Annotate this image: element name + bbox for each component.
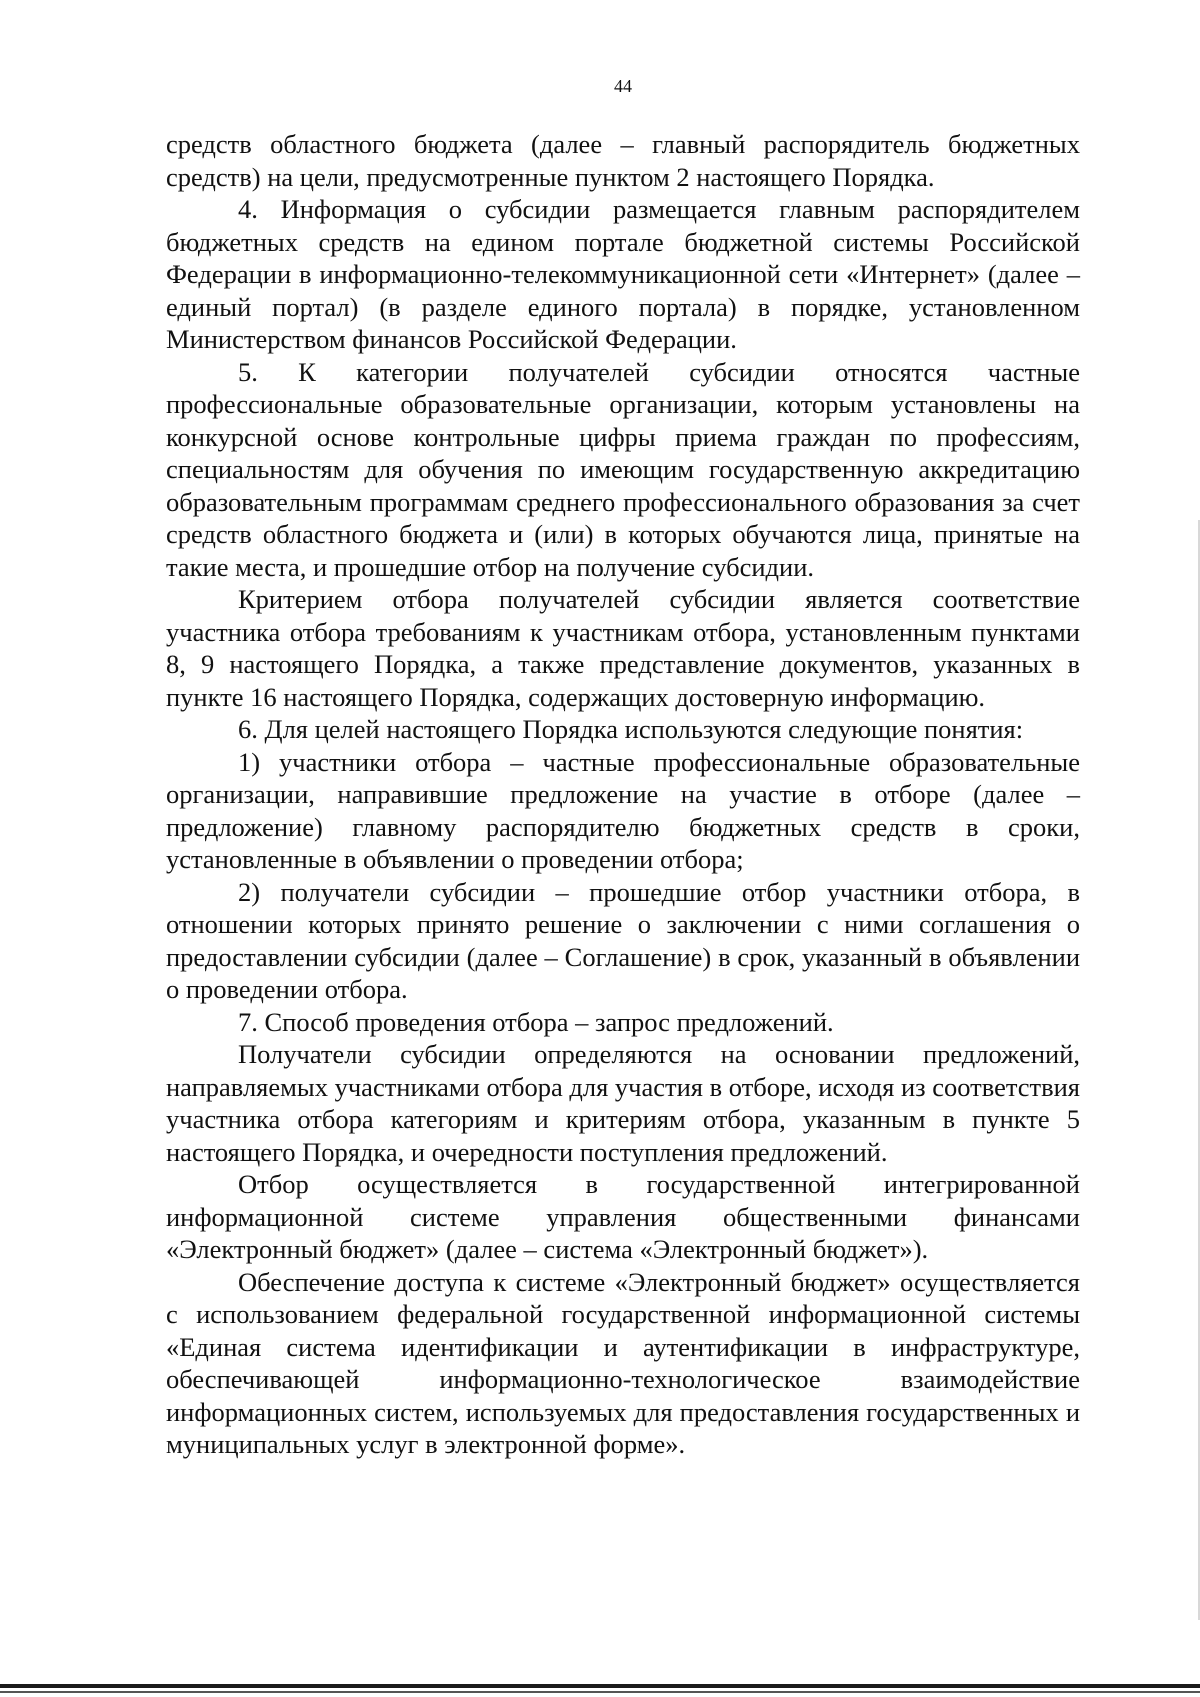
scan-bottom-border-thin bbox=[0, 1691, 1200, 1693]
paragraph-recipients-determination: Получатели субсидии определяются на основании предложений, направляемых участниками отбора для участия в отборе, исходя из соответствия участника отбора категориям и критериям отбора, указанным в пункте 5 настоящего Порядка, и очередности поступления предложений. bbox=[166, 1039, 1080, 1167]
paragraph-selection-system: Отбор осуществляется в государственной интегрированной информационной системе управления общественными финансами «Электронный бюджет» (далее – система «Электронный бюджет»). bbox=[166, 1169, 1080, 1264]
paragraph-item-6: 6. Для целей настоящего Порядка используются следующие понятия: bbox=[238, 714, 1024, 744]
paragraph-item-5: 5. К категории получателей субсидии относятся частные профессиональные образовательные организации, которым установлены на конкурсной основе контрольные цифры приема граждан по профессиям, специальностям для обучения по имеющим государственную аккредитацию образовательным программам среднего профессионального образования за счет средств областного бюджета и (или) в которых обучаются лица, принятые на такие места, и прошедшие отбор на получение субсидии. bbox=[166, 356, 1080, 582]
page-number: 44 bbox=[614, 76, 632, 96]
paragraph-selection-criterion: Критерием отбора получателей субсидии является соответствие участника отбора требованиям к участникам отбора, установленным пунктами 8, 9 настоящего Порядка, а также представление документов, указанных в пункте 16 настоящего Порядка, содержащих достоверную информацию. bbox=[166, 584, 1080, 712]
document-body bbox=[166, 128, 1080, 1461]
paragraph-definition-2: 2) получатели субсидии – прошедшие отбор участники отбора, в отношении которых принято решение о заключении с ними соглашения о предоставлении субсидии (далее – Соглашение) в срок, указанный в объявлении о проведении отбора. bbox=[166, 876, 1080, 1004]
paragraph-item-4: 4. Информация о субсидии размещается главным распорядителем бюджетных средств на едином портале бюджетной системы Российской Федерации в информационно-телекоммуникационной сети «Интернет» (далее – единый портал) (в разделе единого портала) в порядке, установленном Министерством финансов Российской Федерации. bbox=[166, 194, 1080, 354]
paragraph-system-access: Обеспечение доступа к системе «Электронный бюджет» осуществляется с использованием федеральной государственной информационной системы «Единая система идентификации и аутентификации в инфраструктуре, обеспечивающей информационно-технологическое взаимодействие информационных систем, используемых для предоставления государственных и муниципальных услуг в электронной форме». bbox=[166, 1266, 1080, 1459]
scan-bottom-border bbox=[0, 1684, 1200, 1688]
paragraph-item-7: 7. Способ проведения отбора – запрос предложений. bbox=[238, 1006, 834, 1037]
paragraph-continuation: средств областного бюджета (далее – главный распорядитель бюджетных средств) на цели, предусмотренные пунктом 2 настоящего Порядка. bbox=[166, 129, 1080, 192]
paragraph-definition-1: 1) участники отбора – частные профессиональные образовательные организации, направившие предложение на участие в отборе (далее – предложение) главному распорядителю бюджетных средств в сроки, установленные в объявлении о проведении отбора; bbox=[166, 746, 1080, 874]
